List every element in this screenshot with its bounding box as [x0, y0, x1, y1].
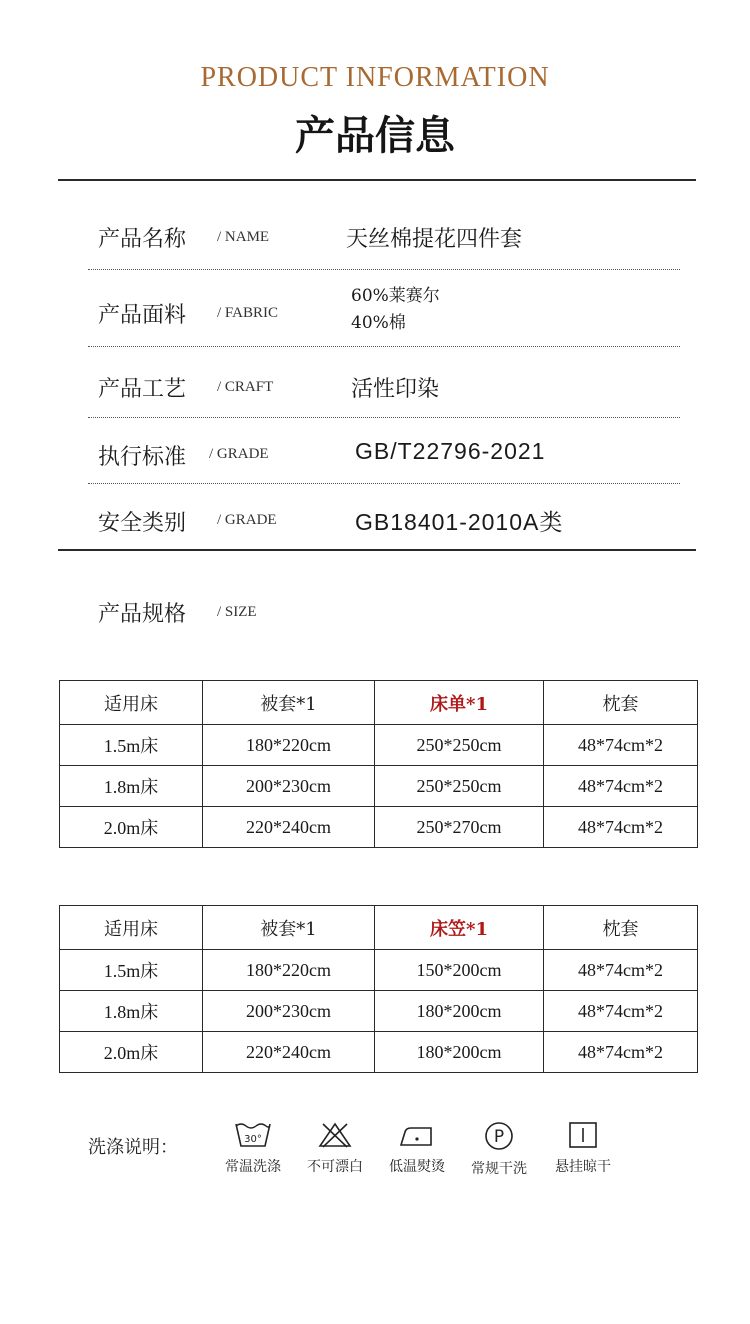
table-cell: 180*200cm — [375, 991, 544, 1032]
info-en-name: / NAME — [217, 229, 270, 245]
low-iron-icon — [397, 1120, 437, 1150]
table-row — [60, 1032, 698, 1073]
table-row — [60, 766, 698, 807]
info-en-safety: / GRADE — [217, 512, 277, 528]
table-cell: 250*270cm — [375, 807, 544, 848]
table-header-cell: 枕套 — [544, 681, 698, 725]
table-cell: 150*200cm — [375, 950, 544, 991]
row-divider — [88, 483, 680, 484]
row-divider — [88, 346, 680, 347]
english-title: PRODUCT INFORMATION — [200, 62, 550, 93]
table-header-cell-highlight: 床单*1 — [375, 681, 544, 725]
care-item-dryclean — [454, 1120, 544, 1178]
table-cell: 2.0m床 — [60, 1032, 203, 1073]
size-label: 产品规格 — [98, 602, 187, 627]
info-label-name: 产品名称 — [98, 227, 187, 252]
info-value-name: 天丝棉提花四件套 — [346, 227, 523, 252]
table-cell: 1.8m床 — [60, 766, 203, 807]
no-bleach-icon — [315, 1120, 355, 1150]
care-item-bleach — [290, 1120, 380, 1176]
care-item-dry — [538, 1120, 628, 1176]
table-cell: 250*250cm — [375, 766, 544, 807]
dryclean-letter: P — [493, 1127, 505, 1147]
row-divider — [88, 269, 680, 270]
table-cell: 2.0m床 — [60, 807, 203, 848]
bottom-divider — [58, 549, 696, 551]
table-header-cell: 被套*1 — [203, 681, 375, 725]
info-label-safety: 安全类别 — [98, 511, 187, 536]
top-divider — [58, 179, 696, 181]
table-header-cell: 被套*1 — [203, 906, 375, 950]
table-row — [60, 950, 698, 991]
table-cell: 1.8m床 — [60, 991, 203, 1032]
dry-clean-p-icon — [479, 1120, 519, 1152]
table-cell: 220*240cm — [203, 1032, 375, 1073]
info-en-fabric: / FABRIC — [217, 305, 278, 321]
row-divider — [88, 417, 680, 418]
table-row — [60, 807, 698, 848]
table-cell: 48*74cm*2 — [544, 766, 698, 807]
table-header-cell: 枕套 — [544, 906, 698, 950]
info-label-craft: 产品工艺 — [98, 377, 187, 402]
care-label: 悬挂晾干 — [555, 1159, 611, 1175]
table-cell: 48*74cm*2 — [544, 807, 698, 848]
wash-temp-text: 30° — [244, 1134, 262, 1145]
table-header-cell: 适用床 — [60, 906, 203, 950]
table-cell: 250*250cm — [375, 725, 544, 766]
wash-label: 洗涤说明： — [88, 1137, 178, 1158]
info-value-standard: GB/T22796-2021 — [355, 438, 546, 464]
info-en-standard: / GRADE — [209, 446, 269, 462]
table-header-cell: 适用床 — [60, 681, 203, 725]
table-header-row — [60, 681, 698, 725]
size-table-sheet — [59, 680, 698, 848]
table-cell: 48*74cm*2 — [544, 1032, 698, 1073]
info-label-standard: 执行标准 — [98, 445, 187, 470]
table-header-row — [60, 906, 698, 950]
page-title: 产品信息 — [295, 113, 455, 159]
table-cell: 48*74cm*2 — [544, 950, 698, 991]
table-cell: 180*220cm — [203, 725, 375, 766]
table-cell: 48*74cm*2 — [544, 991, 698, 1032]
info-en-craft: / CRAFT — [217, 379, 274, 395]
care-label: 不可漂白 — [307, 1159, 363, 1175]
care-label: 常温洗涤 — [225, 1159, 281, 1175]
table-cell: 200*230cm — [203, 766, 375, 807]
care-item-wash — [208, 1120, 298, 1176]
line-dry-icon — [563, 1120, 603, 1150]
size-table-fitted — [59, 905, 698, 1073]
care-item-iron — [372, 1120, 462, 1176]
table-cell: 180*220cm — [203, 950, 375, 991]
table-cell: 1.5m床 — [60, 950, 203, 991]
info-value-fabric-line2: 40%棉 — [351, 313, 406, 333]
wash-30-icon — [233, 1120, 273, 1150]
info-value-craft: 活性印染 — [351, 377, 440, 402]
table-row — [60, 991, 698, 1032]
table-cell: 48*74cm*2 — [544, 725, 698, 766]
table-cell: 180*200cm — [375, 1032, 544, 1073]
table-cell: 220*240cm — [203, 807, 375, 848]
table-row — [60, 725, 698, 766]
table-cell: 1.5m床 — [60, 725, 203, 766]
table-cell: 200*230cm — [203, 991, 375, 1032]
size-en: / SIZE — [217, 604, 257, 620]
table-header-cell-highlight: 床笠*1 — [375, 906, 544, 950]
info-value-safety: GB18401-2010A类 — [355, 509, 564, 535]
info-value-fabric-line1: 60%莱赛尔 — [351, 286, 440, 306]
care-label: 常规干洗 — [471, 1161, 527, 1177]
care-label: 低温熨烫 — [389, 1159, 445, 1175]
info-label-fabric: 产品面料 — [98, 303, 187, 328]
